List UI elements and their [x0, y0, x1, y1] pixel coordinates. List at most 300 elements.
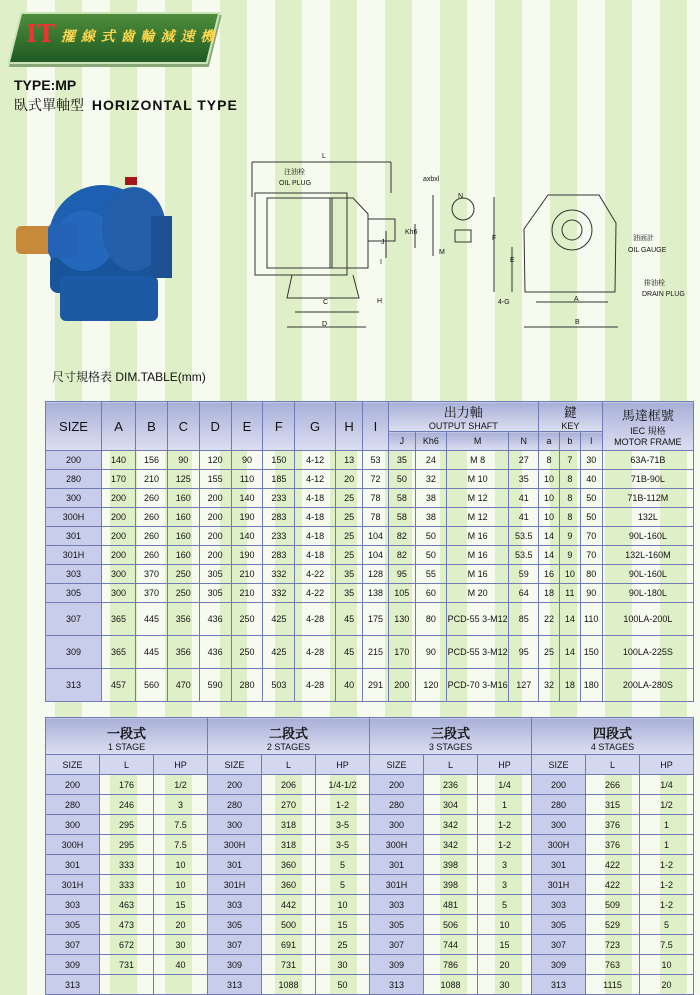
dim-table-title: 尺寸規格表 DIM.TABLE(mm)	[52, 370, 206, 384]
table-cell: 125	[167, 470, 199, 489]
table-row	[46, 955, 694, 975]
gear-motor-image	[11, 171, 182, 325]
table-cell: 200	[102, 546, 136, 565]
table-cell: 150	[263, 451, 295, 470]
key-en: KEY	[561, 421, 580, 431]
table-cell: 509	[586, 895, 640, 915]
table-cell: 425	[263, 603, 295, 636]
table-cell: 1-2	[640, 895, 694, 915]
table-cell	[100, 975, 154, 995]
table-cell: 35	[335, 565, 362, 584]
stage-4-en: 4 STAGES	[590, 742, 635, 752]
col-F: F	[263, 402, 295, 451]
stage-1-hp: HP	[154, 755, 208, 775]
table-cell: 10	[154, 855, 208, 875]
table-cell: 130	[388, 603, 415, 636]
table-cell: 24	[416, 451, 447, 470]
size-cell: 280	[532, 795, 586, 815]
size-cell: 280	[370, 795, 424, 815]
table-cell: 155	[199, 470, 231, 489]
size-cell: 301	[370, 855, 424, 875]
table-cell: 270	[262, 795, 316, 815]
table-cell: 210	[231, 584, 263, 603]
table-cell: 170	[102, 470, 136, 489]
table-cell: 360	[262, 855, 316, 875]
table-cell: 55	[416, 565, 447, 584]
col-D: D	[199, 402, 231, 451]
table-cell: 200	[102, 489, 136, 508]
size-cell: 301	[46, 855, 100, 875]
table-cell: 1	[478, 795, 532, 815]
table-cell: 370	[136, 565, 168, 584]
table-cell: 110	[231, 470, 263, 489]
size-cell: 309	[46, 636, 102, 669]
table-cell: 59	[509, 565, 539, 584]
size-cell: 303	[208, 895, 262, 915]
table-cell: 110	[580, 603, 602, 636]
size-cell: 200	[532, 775, 586, 795]
dim-label-A: A	[574, 296, 579, 303]
size-cell: 300H	[46, 508, 102, 527]
table-cell: 356	[167, 636, 199, 669]
table-cell: 250	[167, 584, 199, 603]
table-cell: 50	[416, 527, 447, 546]
table-cell: 9	[559, 527, 580, 546]
table-cell: 1/2	[640, 795, 694, 815]
stage-2-cn: 二段式	[268, 726, 308, 741]
table-cell: 53.5	[509, 546, 539, 565]
size-cell: 301H	[208, 875, 262, 895]
size-cell: 313	[370, 975, 424, 995]
col-Kh6: Kh6	[416, 432, 447, 451]
table-cell: 30	[580, 451, 602, 470]
table-cell: PCD-70 3-M16	[446, 669, 509, 702]
col-M: M	[446, 432, 509, 451]
table-cell: 200	[199, 508, 231, 527]
table-cell: 78	[363, 508, 388, 527]
table-cell: 506	[424, 915, 478, 935]
table-cell: 318	[262, 815, 316, 835]
table-cell: 305	[199, 584, 231, 603]
dim-label-C: C	[323, 299, 329, 306]
table-cell: 1	[640, 835, 694, 855]
table-cell: M 10	[446, 470, 509, 489]
table-cell: 305	[199, 565, 231, 584]
table-cell: 1-2	[316, 795, 370, 815]
dim-label-I: I	[380, 259, 382, 266]
key-header	[539, 402, 603, 432]
table-cell: 1-2	[640, 875, 694, 895]
stage-1-en: 1 STAGE	[107, 742, 146, 752]
table-cell: 190	[231, 546, 263, 565]
size-cell: 300	[532, 815, 586, 835]
table-cell: 53.5	[509, 527, 539, 546]
table-cell: 7.5	[154, 815, 208, 835]
table-row	[46, 895, 694, 915]
table-cell: 763	[586, 955, 640, 975]
table-cell: 1088	[262, 975, 316, 995]
table-cell: 250	[231, 636, 263, 669]
table-cell: 20	[478, 955, 532, 975]
stage-3-l: L	[424, 755, 478, 775]
table-cell: 215	[363, 636, 388, 669]
page-title: 擺 線 式 齒 輪 減 速 機	[61, 28, 216, 44]
col-l: l	[580, 432, 602, 451]
table-cell: M 20	[446, 584, 509, 603]
drain-plug-en: DRAIN PLUG	[642, 291, 685, 298]
table-cell: 90L-160L	[602, 527, 693, 546]
table-cell: 60	[416, 584, 447, 603]
table-cell: 422	[586, 875, 640, 895]
size-cell: 301H	[370, 875, 424, 895]
table-cell: 590	[199, 669, 231, 702]
table-cell: 500	[262, 915, 316, 935]
table-cell: 71B-90L	[602, 470, 693, 489]
table-cell: 283	[263, 546, 295, 565]
table-cell: 481	[424, 895, 478, 915]
table-cell: 200	[388, 669, 415, 702]
stage-1-cn: 一段式	[106, 726, 146, 741]
table-cell: M 12	[446, 489, 509, 508]
table-cell: 27	[509, 451, 539, 470]
stage-1-header	[46, 718, 208, 755]
table-row	[46, 489, 694, 508]
table-cell: 260	[136, 546, 168, 565]
table-cell: 35	[388, 451, 415, 470]
table-cell: 50	[388, 470, 415, 489]
table-cell: 333	[100, 875, 154, 895]
stage-4-size: SIZE	[532, 755, 586, 775]
table-cell: 9	[559, 546, 580, 565]
table-cell: 35	[335, 584, 362, 603]
motor-iec: IEC 規格	[630, 426, 666, 436]
size-cell: 313	[46, 669, 102, 702]
size-cell: 300H	[46, 835, 100, 855]
table-cell: 1088	[424, 975, 478, 995]
table-cell: 132L-160M	[602, 546, 693, 565]
table-cell: 50	[316, 975, 370, 995]
table-cell: 18	[539, 584, 560, 603]
col-B: B	[136, 402, 168, 451]
size-cell: 300	[46, 489, 102, 508]
table-cell: 300	[102, 584, 136, 603]
stage-4-cn: 四段式	[592, 726, 632, 741]
table-cell: 104	[363, 527, 388, 546]
oil-plug-en: OIL PLUG	[279, 180, 312, 187]
table-cell: 4-22	[295, 584, 336, 603]
table-cell: 356	[167, 603, 199, 636]
table-cell: 25	[335, 508, 362, 527]
size-cell: 309	[370, 955, 424, 975]
table-row	[46, 546, 694, 565]
dim-label-axbxl: axbxl	[423, 176, 440, 183]
table-cell: 45	[335, 636, 362, 669]
table-cell: 442	[262, 895, 316, 915]
stage-2-size: SIZE	[208, 755, 262, 775]
stage-4-header	[532, 718, 694, 755]
dim-label-G: 4-G	[498, 299, 510, 306]
table-cell: 90	[231, 451, 263, 470]
table-cell: M 16	[446, 527, 509, 546]
table-cell: 4-12	[295, 470, 336, 489]
table-cell: 95	[509, 636, 539, 669]
size-cell: 307	[370, 935, 424, 955]
table-cell: 58	[388, 508, 415, 527]
table-row	[46, 835, 694, 855]
col-C: C	[167, 402, 199, 451]
size-cell: 307	[532, 935, 586, 955]
table-cell: 40	[154, 955, 208, 975]
table-cell: 4-28	[295, 603, 336, 636]
oil-gauge-en: OIL GAUGE	[628, 247, 667, 254]
size-cell: 200	[208, 775, 262, 795]
size-cell: 200	[370, 775, 424, 795]
table-cell: 10	[539, 508, 560, 527]
table-cell: 5	[478, 895, 532, 915]
table-cell: 333	[100, 855, 154, 875]
motor-frame-header	[602, 402, 693, 451]
table-cell: 422	[586, 855, 640, 875]
table-cell: 473	[100, 915, 154, 935]
table-cell: 20	[640, 975, 694, 995]
table-cell: 20	[154, 915, 208, 935]
table-cell: 53	[363, 451, 388, 470]
table-cell: 1/4	[478, 775, 532, 795]
table-cell: 8	[539, 451, 560, 470]
table-cell: 300	[102, 565, 136, 584]
table-cell: 463	[100, 895, 154, 915]
size-cell: 309	[46, 955, 100, 975]
table-cell: 200LA-280S	[602, 669, 693, 702]
table-cell: 3-5	[316, 835, 370, 855]
table-cell: 250	[167, 565, 199, 584]
table-cell: 210	[231, 565, 263, 584]
table-cell: 11	[559, 584, 580, 603]
motor-cn: 馬達框號	[621, 408, 674, 423]
table-cell: 5	[640, 915, 694, 935]
table-cell: 10	[478, 915, 532, 935]
table-cell: 210	[136, 470, 168, 489]
table-cell: 18	[559, 669, 580, 702]
table-cell: 206	[262, 775, 316, 795]
table-cell: 120	[199, 451, 231, 470]
table-cell: 160	[167, 546, 199, 565]
table-cell: 35	[509, 470, 539, 489]
table-cell: 10	[154, 875, 208, 895]
size-cell: 305	[46, 584, 102, 603]
table-row	[46, 775, 694, 795]
size-cell: 301H	[46, 875, 100, 895]
table-cell: 1-2	[478, 815, 532, 835]
stage-2-l: L	[262, 755, 316, 775]
table-cell: 150	[580, 636, 602, 669]
dimension-table-body	[46, 451, 694, 702]
table-cell: 1/2	[154, 775, 208, 795]
table-row	[46, 669, 694, 702]
table-cell: 38	[416, 489, 447, 508]
size-cell: 303	[532, 895, 586, 915]
table-cell: 233	[263, 489, 295, 508]
stage-2-en: 2 STAGES	[266, 742, 311, 752]
table-cell: 4-12	[295, 451, 336, 470]
table-cell: 120	[416, 669, 447, 702]
table-cell: 1/4-1/2	[316, 775, 370, 795]
table-cell: 7.5	[640, 935, 694, 955]
table-cell: 4-18	[295, 489, 336, 508]
table-cell: 190	[231, 508, 263, 527]
table-cell: 15	[478, 935, 532, 955]
table-row	[46, 975, 694, 995]
type-label: TYPE:MP	[14, 77, 77, 93]
table-cell: 20	[335, 470, 362, 489]
table-row	[46, 915, 694, 935]
stage-1-l: L	[100, 755, 154, 775]
oil-gauge-cn: 油面計	[633, 235, 654, 242]
table-row	[46, 855, 694, 875]
size-cell: 313	[208, 975, 262, 995]
table-cell: 260	[136, 508, 168, 527]
table-cell: 291	[363, 669, 388, 702]
dim-label-B: B	[575, 319, 580, 326]
table-row	[46, 508, 694, 527]
table-cell: 41	[509, 489, 539, 508]
table-cell: 200	[199, 527, 231, 546]
table-cell: 41	[509, 508, 539, 527]
table-row	[46, 451, 694, 470]
stage-table-body	[46, 775, 694, 995]
table-cell: 4-18	[295, 527, 336, 546]
table-cell: 70	[580, 546, 602, 565]
table-cell: 100LA-225S	[602, 636, 693, 669]
size-cell: 301H	[46, 546, 102, 565]
table-cell: 132L	[602, 508, 693, 527]
table-cell: 78	[363, 489, 388, 508]
table-cell: 138	[363, 584, 388, 603]
size-cell: 309	[208, 955, 262, 975]
table-cell: 160	[167, 527, 199, 546]
table-cell: 200	[102, 527, 136, 546]
table-cell: 7	[559, 451, 580, 470]
dim-label-F: F	[492, 235, 497, 242]
brand-logo: IT	[26, 19, 56, 48]
dim-label-N: N	[458, 193, 464, 200]
size-cell: 301	[208, 855, 262, 875]
col-size: SIZE	[46, 402, 102, 451]
table-row	[46, 795, 694, 815]
size-cell: 200	[46, 451, 102, 470]
table-cell: 332	[263, 565, 295, 584]
table-cell: 90	[416, 636, 447, 669]
size-cell: 305	[532, 915, 586, 935]
table-cell: 436	[199, 603, 231, 636]
table-cell: 176	[100, 775, 154, 795]
table-cell: 266	[586, 775, 640, 795]
table-cell: 398	[424, 875, 478, 895]
table-cell: 1115	[586, 975, 640, 995]
table-row	[46, 584, 694, 603]
table-cell: 786	[424, 955, 478, 975]
table-cell: 8	[559, 508, 580, 527]
table-cell: 30	[154, 935, 208, 955]
table-cell: 470	[167, 669, 199, 702]
table-cell: 100LA-200L	[602, 603, 693, 636]
table-cell: 63A-71B	[602, 451, 693, 470]
table-cell: 457	[102, 669, 136, 702]
size-cell: 303	[370, 895, 424, 915]
stage-3-size: SIZE	[370, 755, 424, 775]
table-cell: 30	[478, 975, 532, 995]
size-cell: 305	[208, 915, 262, 935]
table-cell: 376	[586, 815, 640, 835]
table-cell: 128	[363, 565, 388, 584]
key-cn: 鍵	[563, 405, 577, 420]
table-cell: 436	[199, 636, 231, 669]
table-cell: 246	[100, 795, 154, 815]
table-cell: 315	[586, 795, 640, 815]
table-cell: 318	[262, 835, 316, 855]
stage-3-header	[370, 718, 532, 755]
table-cell: 15	[154, 895, 208, 915]
size-cell: 300	[370, 815, 424, 835]
table-cell: 4-18	[295, 508, 336, 527]
table-row	[46, 935, 694, 955]
table-cell: 25	[335, 546, 362, 565]
table-cell: 376	[586, 835, 640, 855]
size-cell: 309	[532, 955, 586, 975]
table-cell	[154, 975, 208, 995]
table-cell: 32	[416, 470, 447, 489]
table-cell: 30	[316, 955, 370, 975]
col-E: E	[231, 402, 263, 451]
table-cell: 1-2	[640, 855, 694, 875]
table-cell: 7.5	[154, 835, 208, 855]
table-cell: 140	[102, 451, 136, 470]
table-cell: 50	[580, 508, 602, 527]
oil-plug-cn: 注油栓	[284, 169, 305, 176]
table-cell: 85	[509, 603, 539, 636]
table-cell: 280	[231, 669, 263, 702]
table-cell: 8	[559, 470, 580, 489]
table-cell: 8	[559, 489, 580, 508]
table-cell: 731	[262, 955, 316, 975]
table-cell: 260	[136, 527, 168, 546]
size-cell: 303	[46, 565, 102, 584]
table-cell: 445	[136, 636, 168, 669]
motor-en: MOTOR FRAME	[614, 437, 682, 447]
table-cell: 398	[424, 855, 478, 875]
table-cell: 64	[509, 584, 539, 603]
table-cell: 45	[335, 603, 362, 636]
table-cell: 14	[559, 603, 580, 636]
col-I: I	[363, 402, 388, 451]
size-cell: 305	[370, 915, 424, 935]
drain-plug-cn: 排油栓	[644, 280, 665, 287]
table-row	[46, 470, 694, 489]
table-cell: 365	[102, 636, 136, 669]
table-cell: 233	[263, 527, 295, 546]
output-shaft-cn: 出力軸	[443, 405, 483, 420]
table-cell: 14	[539, 527, 560, 546]
table-cell: 105	[388, 584, 415, 603]
table-cell: 295	[100, 835, 154, 855]
type-description	[14, 95, 238, 115]
table-cell: 71B-112M	[602, 489, 693, 508]
table-cell: 70	[580, 527, 602, 546]
table-cell: 80	[416, 603, 447, 636]
table-cell: 40	[335, 669, 362, 702]
size-cell: 300H	[208, 835, 262, 855]
table-cell: M 16	[446, 565, 509, 584]
